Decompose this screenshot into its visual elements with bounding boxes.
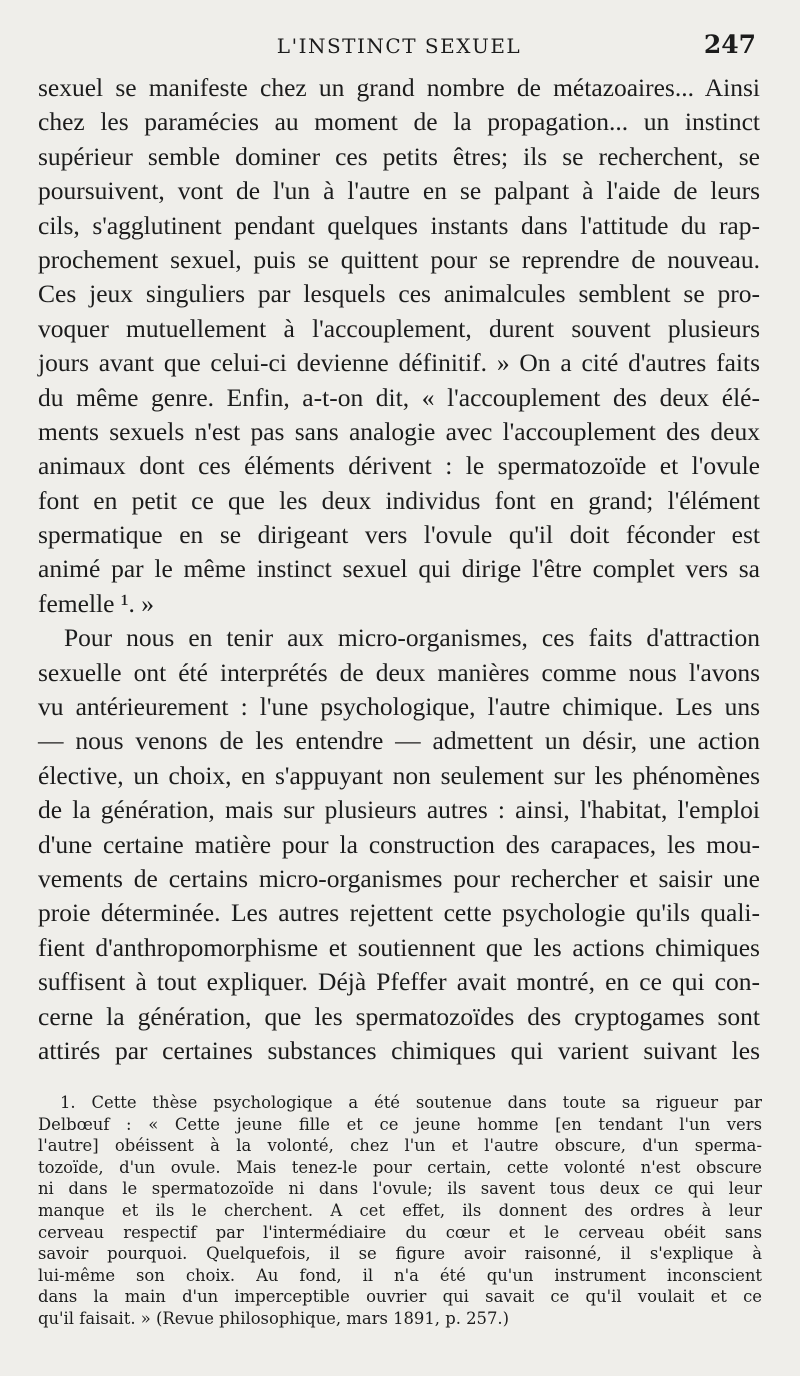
body-line: d'une certaine matière pour la construction des carapaces, les mou- xyxy=(38,829,760,859)
body-line: ments sexuels n'est pas sans analogie avec l'accouplement des deux xyxy=(38,416,760,446)
body-text xyxy=(38,71,760,1068)
footnote-line: manque et ils le cherchent. A cet effet, ils donnent des ordres à leur xyxy=(38,1200,762,1220)
body-line: Ces jeux singuliers par lesquels ces animalcules semblent se pro- xyxy=(38,279,760,309)
body-line: sexuelle ont été interprétés de deux manières comme nous l'avons xyxy=(38,657,760,687)
footnote-line: dans la main d'un imperceptible ouvrier qui savait ce qu'il voulait et ce xyxy=(38,1287,762,1307)
body-line: supérieur semble dominer ces petits êtres; ils se recherchent, se xyxy=(38,141,760,171)
body-line: prochement sexuel, puis se quittent pour se reprendre de nouveau. xyxy=(38,244,760,274)
footnote-line: tozoïde, d'un ovule. Mais tenez-le pour certain, cette volonté n'est obscure xyxy=(38,1157,762,1177)
running-title: L'INSTINCT SEXUEL xyxy=(276,34,522,58)
footnote-line: savoir pourquoi. Quelquefois, il se figure avoir raisonné, il s'explique à xyxy=(38,1244,762,1264)
body-line: suffisent à tout expliquer. Déjà Pfeffer avait montré, en ce qui con- xyxy=(38,967,760,997)
footnote-line: lui-même son choix. Au fond, il n'a été qu'un instrument inconscient xyxy=(38,1265,762,1285)
footnote-line: ni dans le spermatozoïde ni dans l'ovule; ils savent tous deux ce qui leur xyxy=(38,1179,762,1199)
body-line: femelle ¹. » xyxy=(38,588,154,618)
body-line: de la génération, mais sur plusieurs autres : ainsi, l'habitat, l'emploi xyxy=(38,795,760,825)
body-line: attirés par certaines substances chimiques qui varient suivant les xyxy=(38,1035,760,1065)
footnote-line: Delbœuf : « Cette jeune fille et ce jeune homme [en tendant l'un vers xyxy=(38,1114,762,1134)
body-line: poursuivent, vont de l'un à l'autre en se palpant à l'aide de leurs xyxy=(38,176,760,206)
body-line: cils, s'agglutinent pendant quelques instants dans l'attitude du rap- xyxy=(38,210,760,240)
page-number: 247 xyxy=(703,30,756,59)
body-line: proie déterminée. Les autres rejettent cette psychologie qu'ils quali- xyxy=(38,898,760,928)
body-line: Pour nous en tenir aux micro-organismes, ces faits d'attraction xyxy=(64,623,760,653)
body-line: spermatique en se dirigeant vers l'ovule qu'il doit féconder est xyxy=(38,520,760,550)
body-line: font en petit ce que les deux individus font en grand; l'élément xyxy=(38,485,760,515)
body-line: animaux dont ces éléments dérivent : le spermatozoïde et l'ovule xyxy=(38,451,760,481)
body-line: vu antérieurement : l'une psychologique, l'autre chimique. Les uns xyxy=(38,692,760,722)
body-line: voquer mutuellement à l'accouplement, durent souvent plusieurs xyxy=(38,313,760,343)
footnotes xyxy=(38,1092,762,1330)
body-line: chez les paramécies au moment de la propagation... un instinct xyxy=(38,107,760,137)
body-line: — nous venons de les entendre — admettent un désir, une action xyxy=(38,726,760,756)
body-line: élective, un choix, en s'appuyant non seulement sur les phénomènes xyxy=(38,760,760,790)
body-line: fient d'anthropomorphisme et soutiennent que les actions chimiques xyxy=(38,932,760,962)
footnote-line: l'autre] obéissent à la volonté, chez l'un et l'autre obscure, d'un sperma- xyxy=(38,1136,762,1156)
footnote-line: 1. Cette thèse psychologique a été soutenue dans toute sa rigueur par xyxy=(60,1093,762,1112)
running-head xyxy=(38,30,760,64)
body-line: jours avant que celui-ci devienne définitif. » On a cité d'autres faits xyxy=(38,348,760,378)
body-line: du même genre. Enfin, a-t-on dit, « l'accouplement des deux élé- xyxy=(38,382,760,412)
body-line: animé par le même instinct sexuel qui dirige l'être complet vers sa xyxy=(38,554,760,584)
body-line: sexuel se manifeste chez un grand nombre de métazoaires... Ainsi xyxy=(38,73,760,102)
body-line: cerne la génération, que les spermatozoïdes des cryptogames sont xyxy=(38,1001,760,1031)
body-line: vements de certains micro-organismes pour rechercher et saisir une xyxy=(38,863,760,893)
footnote-line: qu'il faisait. » (Revue philosophique, mars 1891, p. 257.) xyxy=(38,1308,510,1328)
footnote-line: cerveau respectif par l'intermédiaire du cœur et le cerveau obéit sans xyxy=(38,1222,762,1242)
